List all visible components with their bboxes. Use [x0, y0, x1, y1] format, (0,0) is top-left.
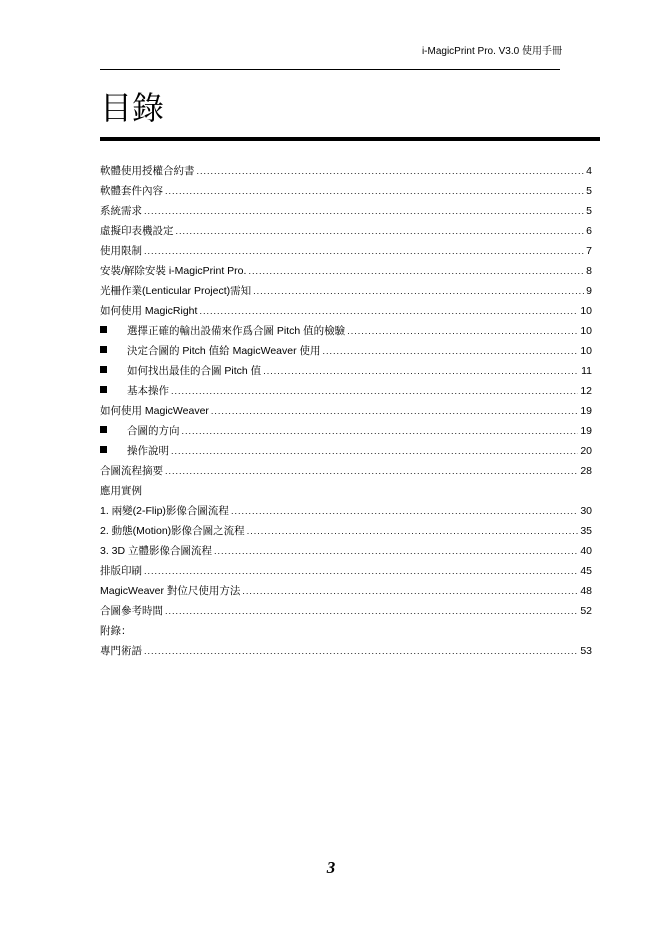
toc-leader-dots	[253, 281, 584, 301]
toc-entry-page: 45	[580, 565, 592, 577]
toc-entry[interactable]	[100, 281, 592, 301]
toc-entry[interactable]	[100, 581, 592, 601]
toc-entry-page: 35	[580, 525, 592, 537]
toc-entry-page: 8	[586, 265, 592, 277]
toc-entry[interactable]	[100, 361, 592, 381]
toc-entry-page: 10	[580, 305, 592, 317]
toc-entry[interactable]	[100, 561, 592, 581]
toc-entry[interactable]	[100, 341, 592, 361]
toc-entry[interactable]	[100, 541, 592, 561]
toc-entry[interactable]	[100, 601, 592, 621]
toc-leader-dots	[323, 341, 579, 361]
toc-entry[interactable]	[100, 181, 592, 201]
toc-entry-label: 如何找出最佳的合圖 Pitch 值	[127, 365, 262, 377]
toc-entry-label: 應用實例	[100, 485, 142, 497]
square-bullet-icon	[100, 386, 107, 393]
toc-entry-page: 28	[580, 465, 592, 477]
toc-leader-dots	[247, 521, 579, 541]
toc-entry-page: 4	[586, 165, 592, 177]
toc-leader-dots	[242, 581, 578, 601]
toc-entry-page: 30	[580, 505, 592, 517]
toc-leader-dots	[144, 201, 584, 221]
toc-entry-label: 如何使用 MagicWeaver	[100, 405, 209, 417]
toc-entry[interactable]	[100, 201, 592, 221]
square-bullet-icon	[100, 326, 107, 333]
toc-entry-label: 附錄：	[100, 625, 132, 637]
toc-leader-dots	[171, 381, 578, 401]
toc-entry-page: 10	[580, 325, 592, 337]
toc-entry-label: 系統需求	[100, 205, 142, 217]
toc-entry[interactable]	[100, 321, 592, 341]
toc-entry-page: 9	[586, 285, 592, 297]
toc-leader-dots	[144, 241, 584, 261]
toc-leader-dots	[144, 561, 578, 581]
toc-entry-page: 5	[586, 185, 592, 197]
toc-entry-label: 3. 3D 立體影像合圖流程	[100, 545, 213, 557]
toc-leader-dots	[144, 641, 578, 661]
toc-entry[interactable]	[100, 501, 592, 521]
toc-entry-page: 19	[580, 425, 592, 437]
toc-entry-label: 操作說明	[127, 445, 169, 457]
title-divider	[100, 137, 600, 141]
toc-leader-dots	[347, 321, 578, 341]
page-number: 3	[326, 858, 336, 877]
toc-entry[interactable]	[100, 261, 592, 281]
toc-entry-label: 決定合圖的 Pitch 值給 MagicWeaver 使用	[127, 345, 321, 357]
toc-entry-page: 12	[580, 385, 592, 397]
toc-entry-label: MagicWeaver 對位尺使用方法	[100, 585, 241, 597]
toc-entry-label: 安裝/解除安裝 i-MagicPrint Pro.	[100, 265, 247, 277]
square-bullet-icon	[100, 366, 107, 373]
toc-entry-page: 7	[586, 245, 592, 257]
toc-leader-dots	[199, 301, 578, 321]
square-bullet-icon	[100, 446, 107, 453]
toc-entry-page: 10	[580, 345, 592, 357]
toc-leader-dots	[165, 601, 578, 621]
toc-entry[interactable]	[100, 621, 592, 641]
toc-entry-label: 排版印刷	[100, 565, 142, 577]
toc-entry[interactable]	[100, 641, 592, 661]
toc-leader-dots	[263, 361, 579, 381]
square-bullet-icon	[100, 346, 107, 353]
toc-entry[interactable]	[100, 241, 592, 261]
toc-entry[interactable]	[100, 301, 592, 321]
header-divider	[100, 69, 560, 70]
toc-entry[interactable]	[100, 401, 592, 421]
page-title: 目錄	[100, 89, 165, 127]
toc-entry-label: 選擇正確的輸出設備來作爲合圖 Pitch 值的檢驗	[127, 325, 346, 337]
toc-entry-page: 53	[580, 645, 592, 657]
toc-entry-label: 虛擬印表機設定	[100, 225, 174, 237]
toc-entry[interactable]	[100, 481, 592, 501]
running-header: i-MagicPrint Pro. V3.0 使用手冊	[421, 46, 562, 57]
toc-leader-dots	[248, 261, 584, 281]
toc-entry-page: 11	[581, 365, 592, 377]
toc-entry[interactable]	[100, 161, 592, 181]
toc-entry-label: 2. 動態(Motion)影像合圖之流程	[100, 525, 245, 537]
toc-leader-dots	[197, 161, 585, 181]
square-bullet-icon	[100, 426, 107, 433]
toc-entry[interactable]	[100, 381, 592, 401]
toc-entry-label: 合圖參考時間	[100, 605, 163, 617]
toc-entry-page: 48	[580, 585, 592, 597]
toc-entry[interactable]	[100, 461, 592, 481]
toc-entry[interactable]	[100, 521, 592, 541]
toc-leader-dots	[211, 401, 578, 421]
toc-entry-page: 20	[580, 445, 592, 457]
table-of-contents	[100, 161, 592, 661]
toc-entry-label: 1. 兩變(2-Flip)影像合圖流程	[100, 505, 229, 517]
toc-leader-dots	[171, 441, 578, 461]
toc-leader-dots	[182, 421, 579, 441]
toc-entry-label: 專門術語	[100, 645, 142, 657]
toc-entry[interactable]	[100, 221, 592, 241]
toc-entry-label: 使用限制	[100, 245, 142, 257]
toc-entry-page: 40	[580, 545, 592, 557]
toc-entry-page: 6	[586, 225, 592, 237]
toc-entry-label: 如何使用 MagicRight	[100, 305, 198, 317]
toc-entry-label: 軟體使用授權合約書	[100, 165, 195, 177]
toc-leader-dots	[165, 181, 584, 201]
toc-entry-page: 19	[580, 405, 592, 417]
toc-leader-dots	[165, 461, 578, 481]
toc-entry-label: 合圖的方向	[127, 425, 180, 437]
toc-entry-label: 軟體套件內容	[100, 185, 163, 197]
toc-leader-dots	[176, 221, 585, 241]
toc-entry-label: 基本操作	[127, 385, 169, 397]
toc-entry-page: 52	[580, 605, 592, 617]
toc-entry-page: 5	[586, 205, 592, 217]
toc-leader-dots	[231, 501, 578, 521]
toc-entry[interactable]	[100, 441, 592, 461]
toc-entry-label: 合圖流程摘要	[100, 465, 163, 477]
toc-leader-dots	[214, 541, 578, 561]
toc-entry[interactable]	[100, 421, 592, 441]
toc-entry-label: 光柵作業(Lenticular Project)需知	[100, 285, 252, 297]
